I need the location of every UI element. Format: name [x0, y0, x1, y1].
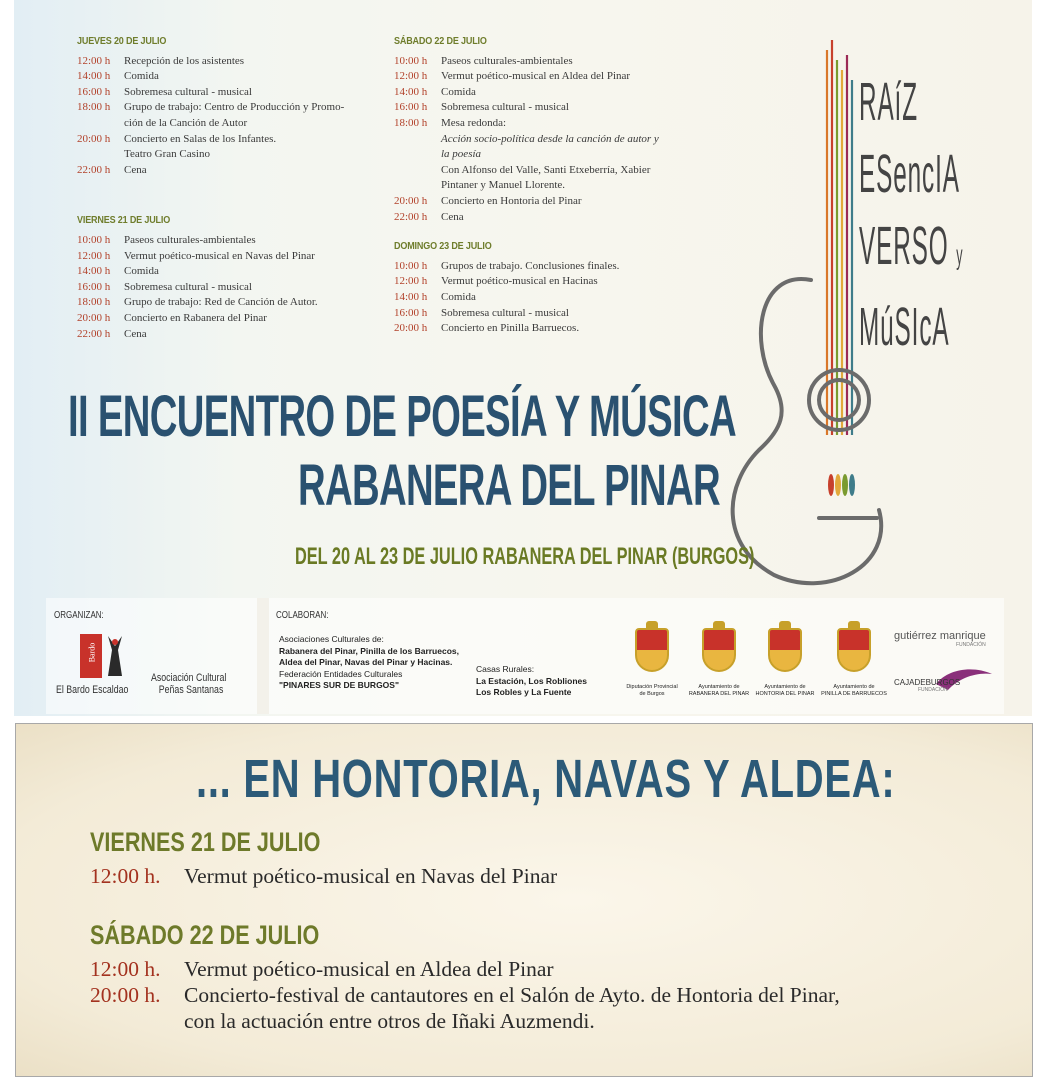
event-description: Paseos culturales-ambientales	[124, 233, 256, 246]
org-penas-line1: Asociación Cultural	[151, 672, 227, 684]
event-time: 20:00 h	[394, 194, 428, 207]
event-time: 12:00 h	[394, 275, 428, 288]
schedule-event-row	[394, 306, 698, 322]
box-event-description: con la actuación entre otros de Iñaki Auzmendi.	[184, 1009, 595, 1033]
schedule-event-row	[77, 100, 382, 116]
event-time: 10:00 h	[394, 54, 428, 67]
schedule-day-heading: DOMINGO 23 DE JULIO	[394, 240, 492, 253]
event-description: Cena	[124, 327, 147, 340]
additional-events-box	[15, 723, 1033, 1077]
event-description: la poesía	[441, 148, 482, 161]
schedule-event-row	[77, 280, 382, 296]
event-time: 14:00 h	[77, 70, 111, 83]
event-time: 16:00 h	[394, 101, 428, 114]
gm-sub: FUNDACIÓN	[955, 642, 986, 648]
event-time: 12:00 h	[77, 54, 111, 67]
schedule-event-row	[394, 259, 698, 275]
event-description: Vermut poético-musical en Hacinas	[441, 275, 598, 288]
schedule-event-row	[77, 54, 382, 70]
event-description: Cena	[441, 210, 464, 223]
sponsors-strip	[46, 598, 1004, 714]
event-description: Grupo de trabajo: Red de Canción de Autor.	[124, 296, 318, 309]
guitar-strings	[827, 40, 852, 435]
event-description: Vermut poético-musical en Navas del Pinar	[124, 249, 315, 262]
box-event-time: 12:00 h.	[90, 957, 161, 981]
schedule-event-row	[77, 147, 382, 163]
caja-sub: FUNDACIÓN	[918, 687, 948, 693]
box-event-row	[90, 863, 557, 889]
event-time: 18:00 h	[77, 296, 111, 309]
fed-name: "PINARES SUR DE BURGOS"	[279, 680, 399, 690]
cajaburgos-logo	[894, 678, 960, 693]
fed-head: Federación Entidades Culturales	[279, 668, 403, 679]
rabanera-caption-line2: RABANERA DEL PINAR	[688, 691, 750, 697]
event-time: 20:00 h	[77, 311, 111, 324]
box-event-description: Vermut poético-musical en Navas del Pinar	[184, 864, 558, 888]
event-description: Comida	[124, 70, 159, 83]
event-description: Mesa redonda:	[441, 116, 507, 129]
assoc-line1: Rabanera del Pinar, Pinilla de los Barruecos,	[279, 645, 459, 656]
event-description: ción de la Canción de Autor	[124, 116, 248, 129]
event-description: Con Alfonso del Valle, Santi Etxeberría, Xabier	[441, 163, 651, 176]
hontoria-caption	[745, 684, 825, 698]
event-description: Sobremesa cultural - musical	[124, 280, 252, 293]
schedule-event-row	[394, 69, 698, 85]
schedule-event-row	[77, 69, 382, 85]
box-day-sabado: SÁBADO 22 DE JULIO	[90, 920, 320, 950]
schedule-event-row	[77, 132, 382, 148]
poster-title-line1: II ENCUENTRO DE POESÍA Y MÚSICA	[68, 384, 736, 449]
event-time: 22:00 h	[77, 327, 111, 340]
event-description: Comida	[441, 85, 476, 98]
schedule-event-row	[77, 116, 382, 132]
rabanera-caption-line1: Ayuntamiento de	[698, 684, 740, 690]
event-description: Concierto en Salas de los Infantes.	[124, 132, 277, 145]
gm-name: gutiérrez manrique	[894, 630, 986, 642]
poster-dates: DEL 20 AL 23 DE JULIO RABANERA DEL PINAR (BURGOS)	[295, 543, 755, 570]
schedule-event-row	[77, 163, 382, 179]
brand-line-verso: VERSO y	[859, 216, 964, 276]
brand-line-musica: MúSIcA	[859, 297, 950, 357]
event-time: 16:00 h	[77, 280, 111, 293]
schedule-event-row	[394, 321, 698, 337]
schedule-day-heading: SÁBADO 22 DE JULIO	[394, 35, 487, 47]
schedule-event-row	[394, 147, 698, 163]
schedule-event-row	[394, 163, 698, 179]
casas-line1: La Estación, Los Robliones	[476, 675, 587, 686]
colaboran-label: COLABORAN:	[276, 610, 329, 621]
rabanera-shield-icon	[702, 628, 736, 672]
diputacion-caption-line1: Diputación Provincial	[626, 684, 678, 690]
schedule-day-block	[77, 213, 382, 342]
box-event-description: Vermut poético-musical en Aldea del Pinar	[184, 957, 554, 981]
schedule-day-heading: VIERNES 21 DE JULIO	[77, 214, 171, 227]
event-description: Comida	[441, 290, 476, 303]
event-poster	[14, 0, 1032, 716]
hontoria-caption-line2: HONTORIA DEL PINAR	[755, 691, 815, 697]
event-time: 14:00 h	[394, 290, 428, 303]
box-title: ... EN HONTORIA, NAVAS Y ALDEA:	[196, 749, 896, 809]
box-event-time	[90, 1008, 184, 1034]
schedule-event-row	[77, 233, 382, 249]
diputacion-shield-icon	[635, 628, 669, 672]
event-time: 20:00 h	[394, 322, 428, 335]
event-time: 16:00 h	[77, 85, 111, 98]
diputacion-caption-line2: de Burgos	[639, 691, 665, 697]
schedule-day-block	[77, 34, 382, 178]
schedule-day-block	[394, 34, 698, 225]
event-time: 22:00 h	[77, 163, 111, 176]
event-description: Paseos culturales-ambientales	[441, 54, 573, 67]
box-event-description: Concierto-festival de cantautores en el Salón de Ayto. de Hontoria del Pinar,	[184, 983, 840, 1007]
schedule-left-column	[77, 34, 382, 342]
pinilla-caption-line2: PINILLA DE BARRUECOS	[821, 691, 887, 697]
box-event-time: 12:00 h.	[90, 864, 161, 888]
event-time: 14:00 h	[77, 265, 111, 278]
bardo-logo	[80, 634, 102, 678]
caja-name: CAJADEBURGOS	[894, 678, 961, 687]
jester-figure-icon	[104, 632, 126, 678]
schedule-day-heading: JUEVES 20 DE JULIO	[77, 35, 167, 47]
event-time: 14:00 h	[394, 85, 428, 98]
event-description: Grupos de trabajo. Conclusiones finales.	[441, 259, 620, 272]
organizan-label: ORGANIZAN:	[54, 610, 104, 621]
box-event-time: 20:00 h.	[90, 983, 161, 1007]
event-description: Sobremesa cultural - musical	[441, 306, 569, 319]
casas-rurales-block	[476, 664, 587, 699]
org-bardo-name: El Bardo Escaldao	[56, 684, 129, 696]
event-time: 10:00 h	[77, 233, 111, 246]
schedule-event-row	[77, 311, 382, 327]
schedule-event-row	[394, 290, 698, 306]
schedule-event-row	[394, 100, 698, 116]
pinilla-shield-icon	[837, 628, 871, 672]
bardo-logo-text: Bardo	[87, 642, 97, 663]
hontoria-shield-icon	[768, 628, 802, 672]
schedule-event-row	[394, 132, 698, 148]
event-description: Sobremesa cultural - musical	[441, 101, 569, 114]
assoc-line2: Aldea del Pinar, Navas del Pinar y Hacinas.	[279, 657, 453, 667]
schedule-event-row	[77, 327, 382, 343]
schedule-event-row	[394, 178, 698, 194]
event-description: Concierto en Rabanera del Pinar	[124, 311, 267, 324]
box-event-row	[90, 1008, 595, 1034]
event-description: Comida	[124, 265, 159, 278]
pinilla-caption-line1: Ayuntamiento de	[833, 684, 875, 690]
schedule-right-column	[394, 34, 698, 337]
event-time: 18:00 h	[77, 101, 111, 114]
event-description: Grupo de trabajo: Centro de Producción y Promo-	[124, 101, 345, 114]
event-time: 12:00 h	[394, 70, 428, 83]
sponsor-divider	[257, 598, 269, 714]
event-description: Concierto en Hontoria del Pinar	[441, 194, 582, 207]
event-description: Pintaner y Manuel Llorente.	[441, 179, 566, 192]
box-event-row	[90, 982, 840, 1008]
event-time: 22:00 h	[394, 210, 428, 223]
schedule-event-row	[394, 54, 698, 70]
event-time: 20:00 h	[77, 132, 111, 145]
box-event-row	[90, 956, 554, 982]
brand-line-raiz: RAíZ	[859, 72, 918, 132]
schedule-event-row	[394, 210, 698, 226]
brand-line-y: y	[956, 239, 964, 270]
schedule-event-row	[77, 295, 382, 311]
schedule-event-row	[77, 249, 382, 265]
event-description: Acción socio-política desde la canción de autor y	[441, 132, 659, 145]
schedule-event-row	[394, 274, 698, 290]
event-description: Teatro Gran Casino	[124, 148, 210, 161]
casas-line2: Los Robles y La Fuente	[476, 687, 572, 697]
guitar-bridge-pins	[828, 474, 855, 496]
event-time: 18:00 h	[394, 116, 428, 129]
brand-line-esencia: ESencIA	[859, 144, 960, 204]
gutierrez-manrique-logo	[894, 630, 986, 648]
event-time: 10:00 h	[394, 259, 428, 272]
event-description: Cena	[124, 163, 147, 176]
pinilla-caption	[814, 684, 894, 698]
box-day-viernes: VIERNES 21 DE JULIO	[90, 827, 321, 857]
schedule-event-row	[394, 116, 698, 132]
brand-wordmark	[859, 66, 963, 363]
event-description: Concierto en Pinilla Barruecos.	[441, 322, 580, 335]
org-penas-santanas	[151, 672, 226, 696]
event-description: Sobremesa cultural - musical	[124, 85, 252, 98]
schedule-day-block	[394, 239, 698, 337]
event-time: 16:00 h	[394, 306, 428, 319]
org-penas-line2: Peñas Santanas	[158, 684, 224, 696]
hontoria-caption-line1: Ayuntamiento de	[764, 684, 806, 690]
poster-title-line2: RABANERA DEL PINAR	[298, 453, 720, 518]
casas-head: Casas Rurales:	[476, 664, 535, 674]
schedule-event-row	[394, 194, 698, 210]
schedule-event-row	[77, 85, 382, 101]
event-description: Vermut poético-musical en Aldea del Pinar	[441, 70, 631, 83]
schedule-event-row	[77, 264, 382, 280]
event-time: 12:00 h	[77, 249, 111, 262]
schedule-event-row	[394, 85, 698, 101]
associations-block	[279, 634, 459, 692]
event-description: Recepción de los asistentes	[124, 54, 245, 67]
assoc-head: Asociaciones Culturales de:	[279, 634, 384, 644]
